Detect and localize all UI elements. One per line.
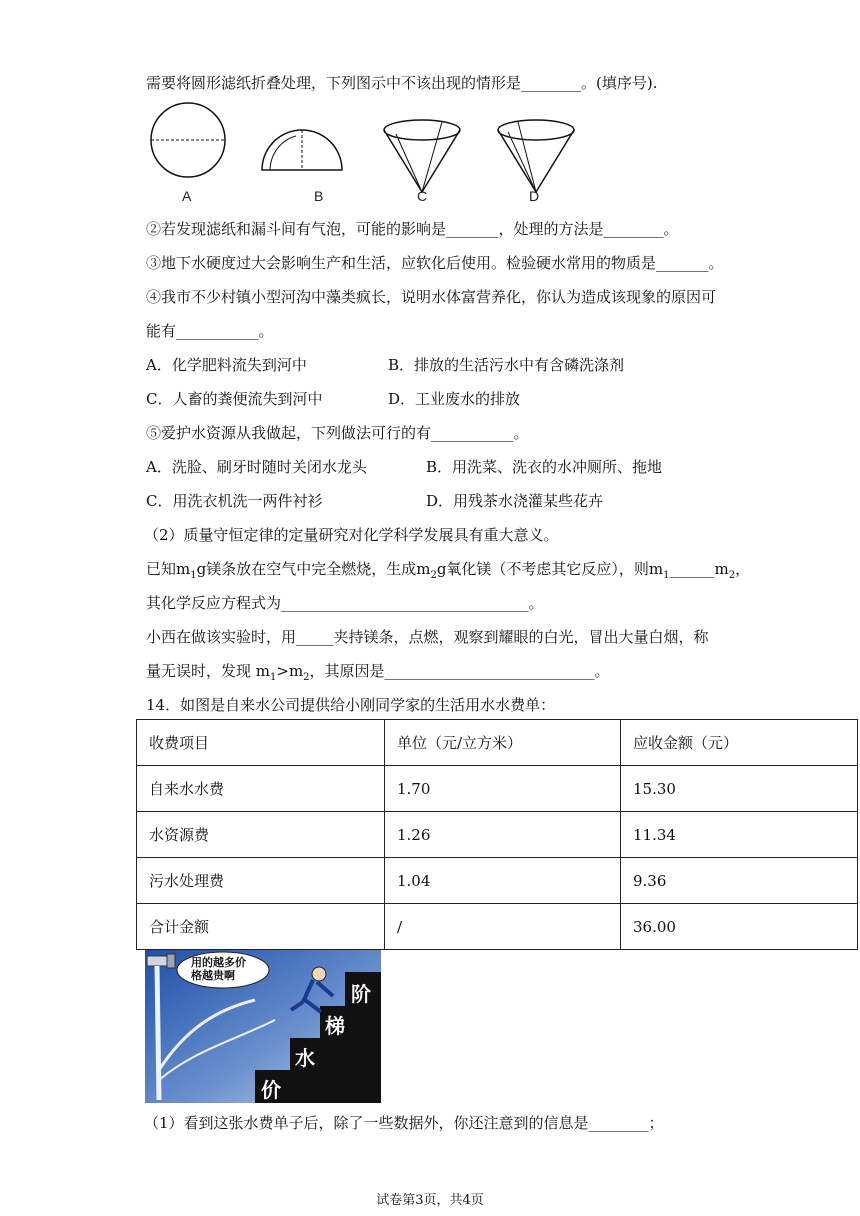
stair-char: 梯: [325, 1014, 345, 1038]
table-cell: 15.30: [621, 766, 858, 812]
filter-paper-figures: [146, 100, 606, 210]
subscript: 2: [728, 570, 736, 581]
q14-intro: 14．如图是自来水公司提供给小刚同学家的生活用水水费单：: [146, 696, 556, 714]
table-cell: 水资源费: [137, 812, 385, 858]
water-bill-table: [136, 719, 858, 950]
q13-part2-line4: [146, 661, 610, 688]
table-row: [137, 812, 858, 858]
table-cell: 1.26: [385, 812, 621, 858]
table-header-cell: 应收金额（元）: [621, 720, 858, 766]
q13-part2-line2: 其化学反应方程式为_________________________________。: [146, 594, 544, 612]
table-cell: 9.36: [621, 858, 858, 904]
table-row: [137, 766, 858, 812]
table-cell: 自来水水费: [137, 766, 385, 812]
figure-label-d: D: [529, 188, 540, 204]
q13-item5-option-b: B．用洗菜、洗衣的水冲厕所、拖地: [426, 458, 663, 476]
q13-item2: ②若发现滤纸和漏斗间有气泡，可能的影响是_______，处理的方法是________。: [146, 220, 679, 238]
subscript: 1: [270, 672, 277, 683]
table-cell: 污水处理费: [137, 858, 385, 904]
figure-label-b: B: [314, 188, 324, 204]
table-header-row: [137, 720, 858, 766]
q13-item4-option-c: C．人畜的粪便流失到河中: [146, 390, 323, 408]
subscript: 1: [190, 570, 197, 581]
text-segment: 已知m: [146, 560, 191, 578]
q13-item5-option-c: C．用洗衣机洗一两件衬衫: [146, 492, 323, 510]
subscript: 1: [663, 570, 670, 581]
q13-item5-option-a: A．洗脸、刷牙时随时关闭水龙头: [146, 458, 367, 476]
q13-item4-line2: 能有___________。: [146, 322, 274, 340]
bubble-line: 用的越多价: [191, 956, 246, 969]
stair-char: 阶: [351, 982, 371, 1006]
q13-item4-line1: ④我市不少村镇小型河沟中藻类疯长，说明水体富营养化，你认为造成该现象的原因可: [146, 288, 717, 306]
page-footer: 试卷第3页，共4页: [376, 1193, 484, 1208]
stair-char: 价: [261, 1078, 281, 1102]
table-row: [137, 904, 858, 950]
q14-sub1: （1）看到这张水费单子后，除了一些数据外，你还注意到的信息是________；: [144, 1114, 664, 1132]
q13-part2-line1: [146, 559, 750, 586]
text-segment: 量无误时，发现 m: [146, 662, 270, 680]
text-segment: g氧化镁（不考虑其它反应），则m: [436, 560, 664, 578]
table-cell: /: [385, 904, 621, 950]
subscript: 2: [430, 570, 437, 581]
table-header-cell: 单位（元/立方米）: [385, 720, 621, 766]
q13-item4-option-d: D．工业废水的排放: [388, 390, 521, 408]
table-row: [137, 858, 858, 904]
speech-bubble-text: [191, 956, 246, 982]
text-segment: g镁条放在空气中完全燃烧，生成m: [196, 560, 431, 578]
subscript: 2: [303, 672, 310, 683]
table-cell: 11.34: [621, 812, 858, 858]
table-cell: 1.70: [385, 766, 621, 812]
text-segment: ，: [735, 560, 751, 578]
q13-part2-line3: 小西在做该实验时，用_____夹持镁条，点燃，观察到耀眼的白光，冒出大量白烟，称: [146, 628, 709, 646]
q13-item4-option-a: A．化学肥料流失到河中: [146, 356, 307, 374]
q13-item3: ③地下水硬度过大会影响生产和生活，应软化后使用。检验硬水常用的物质是_______。: [146, 254, 724, 272]
figure-label-c: C: [417, 188, 428, 204]
q13-part2-title: （2）质量守恒定律的定量研究对化学科学发展具有重大意义。: [144, 526, 559, 544]
text-segment: >m: [276, 662, 304, 680]
q13-item5: ⑤爱护水资源从我做起，下列做法可行的有___________。: [146, 424, 529, 442]
stair-char: 水: [295, 1046, 315, 1070]
text-segment: ______m: [669, 560, 729, 578]
table-cell: 合计金额: [137, 904, 385, 950]
table-header-cell: 收费项目: [137, 720, 385, 766]
bubble-line: 格越贵啊: [191, 969, 235, 982]
table-cell: 36.00: [621, 904, 858, 950]
q13-item4-option-b: B．排放的生活污水中有含磷洗涤剂: [388, 356, 625, 374]
q13-intro: 需要将圆形滤纸折叠处理，下列图示中不该出现的情形是________。(填序号).: [146, 74, 658, 92]
figure-label-a: A: [182, 188, 192, 204]
q13-item5-option-d: D．用残茶水浇灌某些花卉: [426, 492, 604, 510]
table-cell: 1.04: [385, 858, 621, 904]
text-segment: ，其原因是____________________________。: [309, 662, 610, 680]
tiered-water-price-cartoon: [145, 950, 381, 1103]
